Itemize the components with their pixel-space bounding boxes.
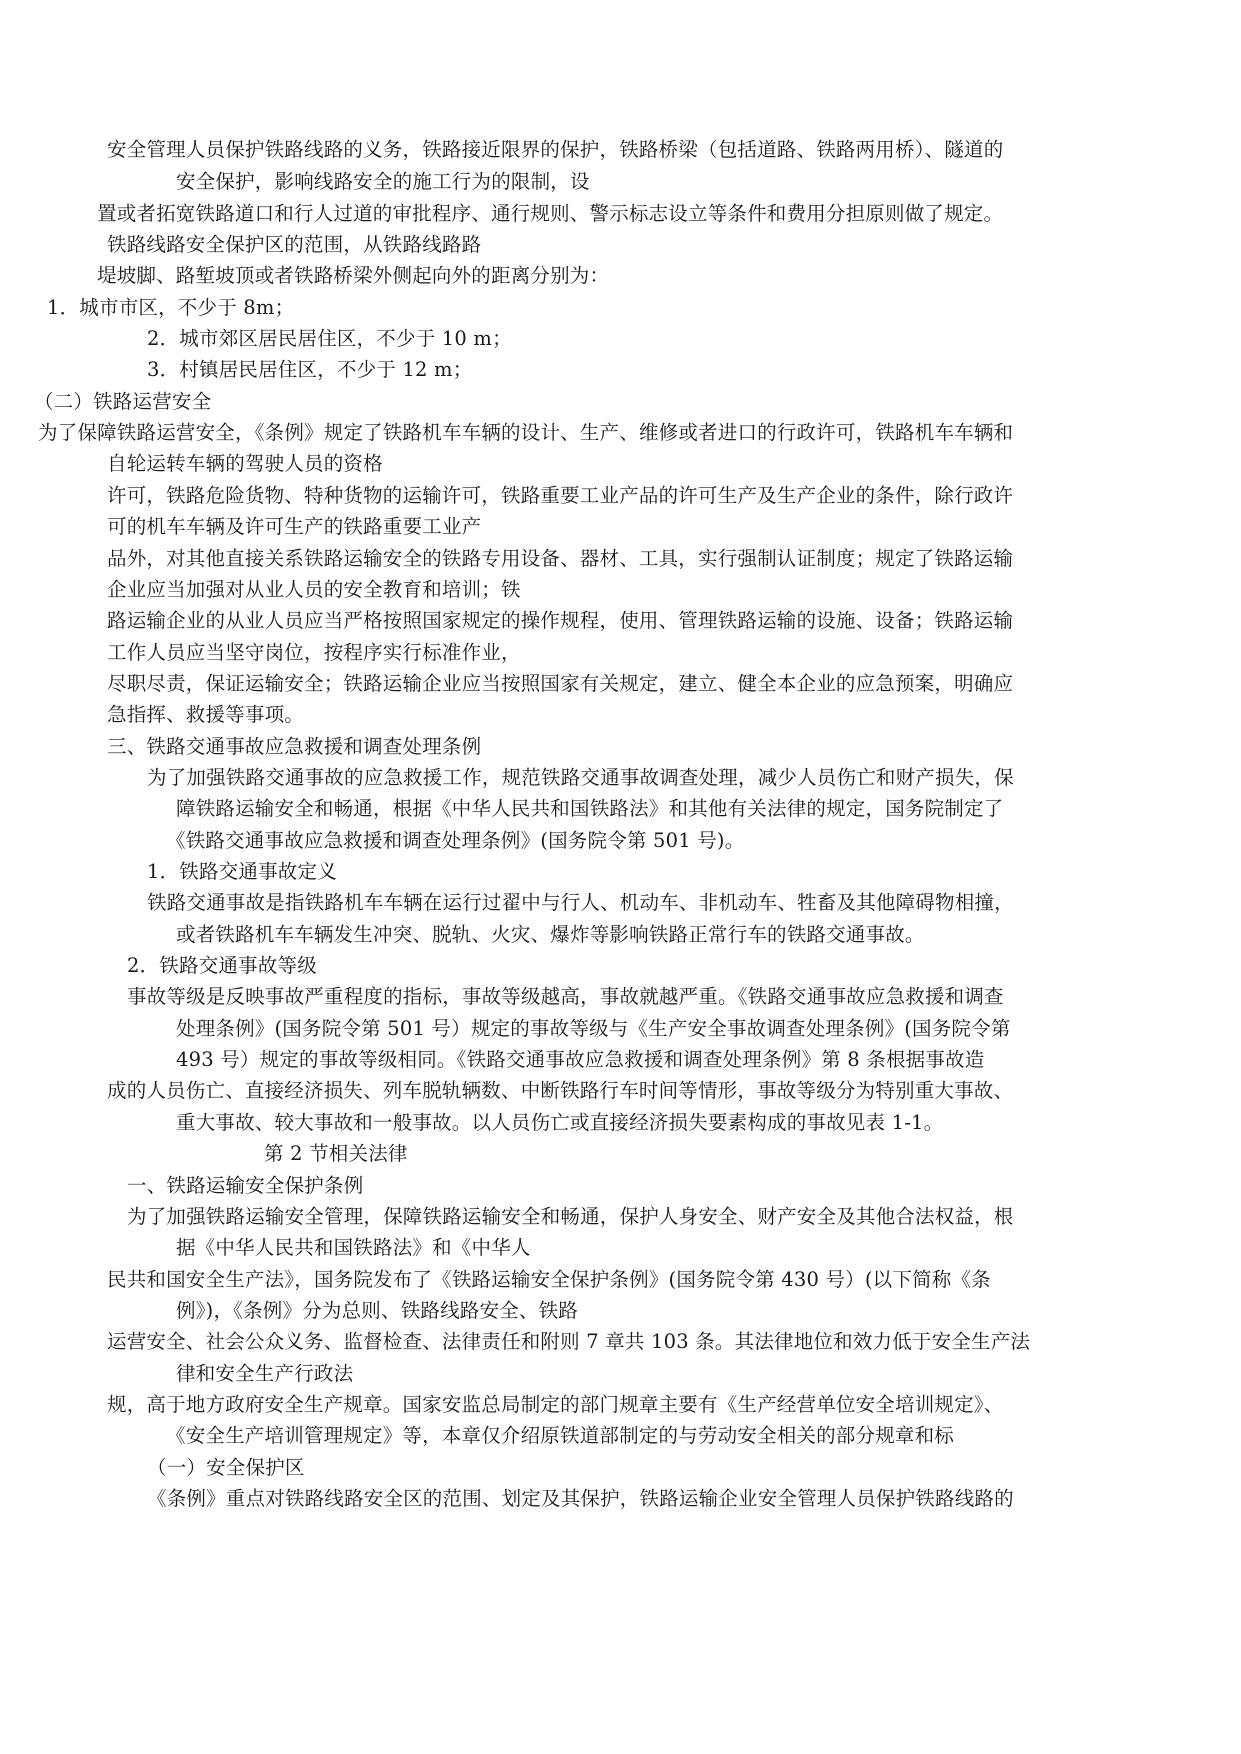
text-line: 可的机车车辆及许可生产的铁路重要工业产 — [107, 515, 482, 538]
text-line: 《安全生产培训管理规定》等，本章仅介绍原铁道部制定的与劳动安全相关的部分规章和标 — [166, 1424, 955, 1447]
text-line: 例》)，《条例》分为总则、铁路线路安全、铁路 — [176, 1299, 579, 1322]
text-line: 路运输企业的从业人员应当严格按照国家规定的操作规程，使用、管理铁路运输的设施、设备；铁路运输 — [107, 609, 1014, 632]
text-line: 尽职尽责，保证运输安全；铁路运输企业应当按照国家有关规定，建立、健全本企业的应急预案，明确应 — [107, 672, 1014, 695]
text-line: 企业应当加强对从业人员的安全教育和培训；铁 — [107, 578, 521, 601]
text-line: 工作人员应当坚守岗位，按程序实行标准作业， — [107, 641, 521, 664]
text-line: 或者铁路机车车辆发生冲突、脱轨、火灾、爆炸等影响铁路正常行车的铁路交通事故。 — [176, 923, 925, 946]
section-heading: 三、铁路交通事故应急救援和调查处理条例 — [107, 735, 482, 758]
subsection-heading: 1．铁路交通事故定义 — [147, 860, 337, 883]
text-line: 铁路线路安全保护区的范围，从铁路线路路 — [107, 233, 482, 256]
section-title: 第 2 节相关法律 — [264, 1142, 408, 1165]
section-heading: 一、铁路运输安全保护条例 — [127, 1174, 364, 1197]
text-line: 为了加强铁路运输安全管理，保障铁路运输安全和畅通，保护人身安全、财产安全及其他合法权益，根 — [127, 1205, 1014, 1228]
text-line: 运营安全、社会公众义务、监督检查、法律责任和附则 7 章共 103 条。其法律地位和效力低于安全生产法 — [107, 1330, 1031, 1353]
text-line: 铁路交通事故是指铁路机车车辆在运行过翟中与行人、机动车、非机动车、牲畜及其他障碍物相撞， — [147, 891, 1014, 914]
text-line: 置或者拓宽铁路道口和行人过道的审批程序、通行规则、警示标志设立等条件和费用分担原则做了规定。 — [97, 202, 1004, 225]
text-line: 493 号）规定的事故等级相同。《铁路交通事故应急救援和调查处理条例》第 8 条根据事故造 — [176, 1048, 985, 1071]
text-line: 安全保护，影响线路安全的施工行为的限制，设 — [176, 170, 590, 193]
text-line: 许可，铁路危险货物、特种货物的运输许可，铁路重要工业产品的许可生产及生产企业的条件，除行政许 — [107, 484, 1014, 507]
subsection-heading: 2．铁路交通事故等级 — [127, 954, 317, 977]
text-line: 障铁路运输安全和畅通，根据《中华人民共和国铁路法》和其他有关法律的规定，国务院制定了 — [176, 797, 1004, 820]
text-line: 安全管理人员保护铁路线路的义务，铁路接近限界的保护，铁路桥梁（包括道路、铁路两用桥）、隧道的 — [107, 138, 1004, 161]
text-line: 事故等级是反映事故严重程度的指标，事故等级越高，事故就越严重。《铁路交通事故应急救援和调查 — [127, 985, 1004, 1008]
list-item: 1．城市市区，不少于 8m； — [47, 296, 295, 319]
text-line: 为了保障铁路运营安全，《条例》规定了铁路机车车辆的设计、生产、维修或者进口的行政许可，铁路机车车辆和 — [38, 421, 1014, 444]
text-line: 民共和国安全生产法》，国务院发布了《铁路运输安全保护条例》(国务院令第 430 号）(以下简称《条 — [107, 1268, 991, 1291]
text-line: 品外，对其他直接关系铁路运输安全的铁路专用设备、器材、工具，实行强制认证制度；规定了铁路运输 — [107, 547, 1014, 570]
text-line: 规，高于地方政府安全生产规章。国家安监总局制定的部门规章主要有《生产经营单位安全培训规定》、 — [107, 1393, 1004, 1416]
section-heading: （二）铁路运营安全 — [34, 390, 212, 413]
text-line: 《条例》重点对铁路线路安全区的范围、划定及其保护，铁路运输企业安全管理人员保护铁路线路的 — [147, 1487, 1014, 1510]
list-item: 2．城市郊区居民居住区，不少于 10 m； — [147, 327, 512, 350]
text-line: 据《中华人民共和国铁路法》和《中华人 — [176, 1236, 531, 1259]
subsection-heading: （一）安全保护区 — [147, 1456, 305, 1479]
text-line: 成的人员伤亡、直接经济损失、列车脱轨辆数、中断铁路行车时间等情形，事故等级分为特别重大事故、 — [107, 1079, 1014, 1102]
text-line: 为了加强铁路交通事故的应急救援工作，规范铁路交通事故调查处理，减少人员伤亡和财产损失，保 — [147, 766, 1014, 789]
text-line: 处理条例》(国务院令第 501 号）规定的事故等级与《生产安全事故调查处理条例》(国务院令第 — [176, 1017, 1011, 1040]
text-line: 急指挥、救援等事项。 — [107, 703, 305, 726]
text-line: 《铁路交通事故应急救援和调查处理条例》(国务院令第 501 号)。 — [166, 829, 745, 852]
text-line: 自轮运转车辆的驾驶人员的资格 — [107, 452, 383, 475]
list-item: 3．村镇居民居住区，不少于 12 m； — [147, 358, 473, 381]
text-line: 堤坡脚、路堑坡顶或者铁路桥梁外侧起向外的距离分别为： — [97, 264, 610, 287]
text-line: 律和安全生产行政法 — [176, 1362, 354, 1385]
text-line: 重大事故、较大事故和一般事故。以人员伤亡或直接经济损失要素构成的事故见表 1-1。 — [176, 1111, 944, 1134]
